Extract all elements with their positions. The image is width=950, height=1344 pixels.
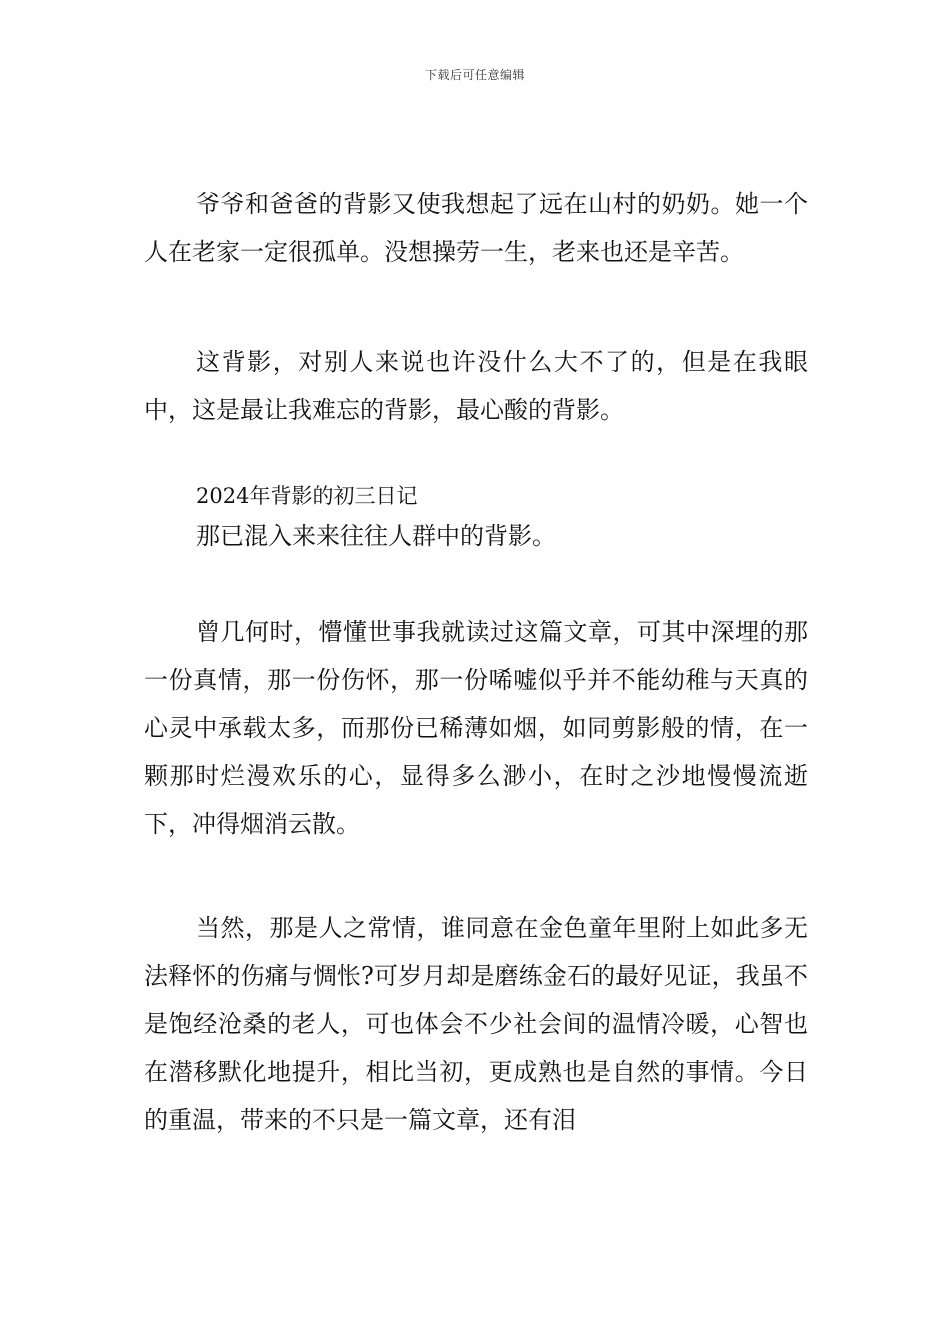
- section-title: 2024年背影的初三日记: [196, 484, 418, 508]
- document-body: [144, 180, 808, 1144]
- paragraph-grandmother: 爷爷和爸爸的背影又使我想起了远在山村的奶奶。她一个人在老家一定很孤单。没想操劳一生，老来也还是辛苦。: [144, 190, 808, 266]
- page-header: 下载后可任意编辑: [424, 68, 525, 82]
- paragraph-back-view: 这背影，对别人来说也许没什么大不了的，但是在我眼中，这是最让我难忘的背影，最心酸的背影。: [144, 348, 808, 424]
- paragraph-of-course: 当然，那是人之常情，谁同意在金色童年里附上如此多无法释怀的伤痛与惆怅?可岁月却是磨练金石的最好见证，我虽不是饱经沧桑的老人，可也体会不少社会间的温情冷暖，心智也在潜移默化地提升，相比当初，更成熟也是自然的事情。今日的重温，带来的不只是一篇文章，还有泪: [144, 914, 808, 1134]
- paragraph-once-upon: 曾几何时，懵懂世事我就读过这篇文章，可其中深埋的那一份真情，那一份伤怀，那一份唏嘘似乎并不能幼稚与天真的心灵中承载太多，而那份已稀薄如烟，如同剪影般的情，在一颗那时烂漫欢乐的心，显得多么渺小，在时之沙地慢慢流逝下，冲得烟消云散。: [144, 618, 808, 838]
- paragraph-crowd: 那已混入来来往往人群中的背影。: [196, 522, 556, 550]
